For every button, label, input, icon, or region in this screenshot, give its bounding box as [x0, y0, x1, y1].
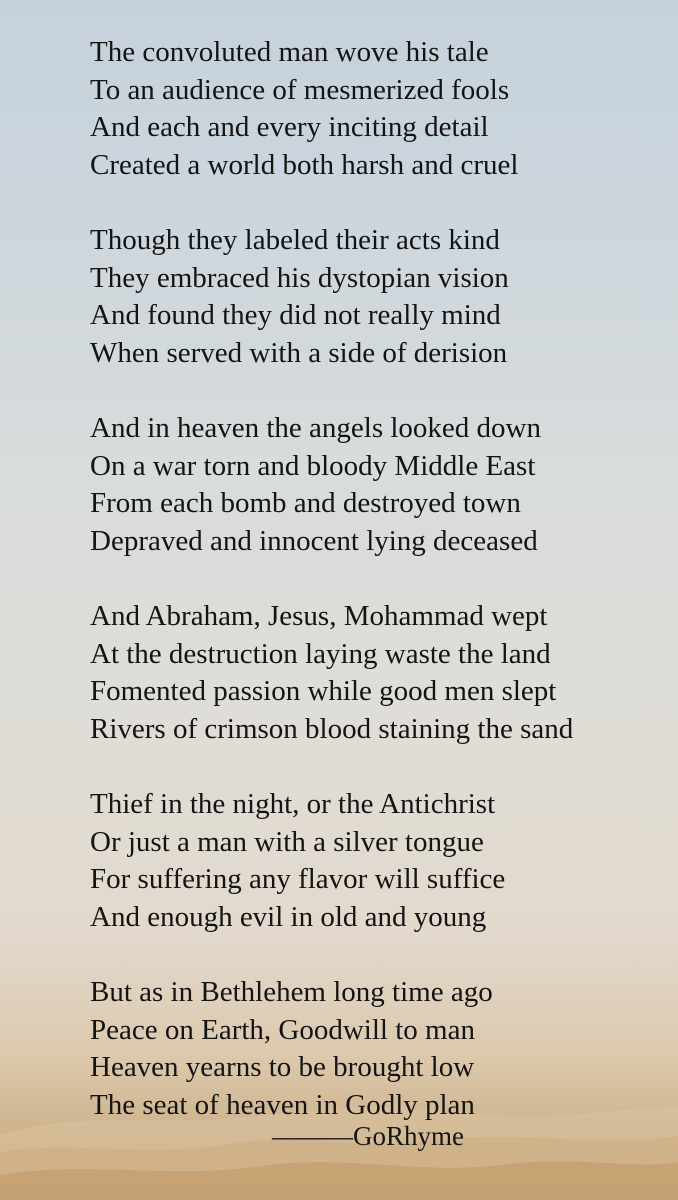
stanza: [90, 974, 660, 1124]
poem-line: The seat of heaven in Godly plan: [90, 1088, 475, 1121]
author-signature: ———GoRhyme: [272, 1121, 464, 1151]
poem-line: For suffering any flavor will suffice: [90, 863, 506, 895]
poem-line: And Abraham, Jesus, Mohammad wept: [90, 600, 548, 632]
poem-line: They embraced his dystopian vision: [90, 261, 509, 294]
stanza: [90, 786, 660, 936]
poem-line: At the destruction laying waste the land: [90, 637, 551, 670]
stanza: [90, 34, 660, 184]
poem-line: But as in Bethlehem long time ago: [90, 976, 493, 1008]
stanza: [90, 410, 660, 560]
poem-line: And enough evil in old and young: [90, 900, 487, 933]
poem-line: From each bomb and destroyed town: [90, 487, 521, 519]
poem-line: Fomented passion while good men slept: [90, 675, 557, 707]
poem-line: The convoluted man wove his tale: [90, 36, 489, 68]
poem-line: And in heaven the angels looked down: [90, 412, 542, 444]
stanza: [90, 598, 660, 748]
poem-line: To an audience of mesmerized fools: [90, 73, 510, 106]
poem: [90, 34, 660, 1162]
poem-line: And each and every inciting detail: [90, 111, 489, 143]
poem-line: Thief in the night, or the Antichrist: [90, 788, 496, 820]
poem-line: On a war torn and bloody Middle East: [90, 449, 536, 482]
poem-line: Rivers of crimson blood staining the sand: [90, 712, 574, 745]
poem-line: Peace on Earth, Goodwill to man: [90, 1013, 475, 1046]
poem-line: Though they labeled their acts kind: [90, 224, 500, 256]
stanza: [90, 222, 660, 372]
poem-line: When served with a side of derision: [90, 336, 508, 369]
poem-line: Depraved and innocent lying deceased: [90, 524, 538, 557]
poem-line: Or just a man with a silver tongue: [90, 825, 484, 858]
poem-line: And found they did not really mind: [90, 299, 501, 331]
poem-line: Heaven yearns to be brought low: [90, 1051, 475, 1083]
poem-line: Created a world both harsh and cruel: [90, 148, 519, 181]
